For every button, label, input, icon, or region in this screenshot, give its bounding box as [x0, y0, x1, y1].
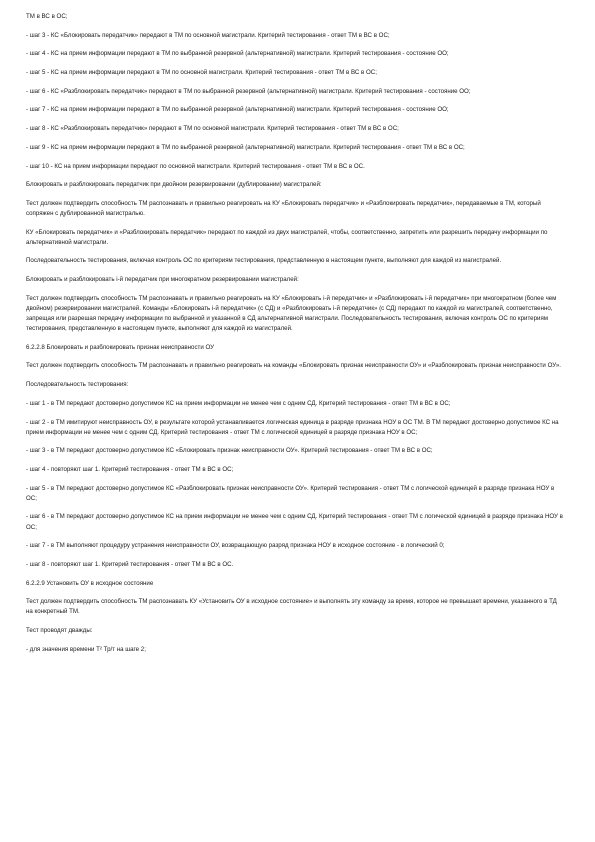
test-step-paragraph: - шаг 5 - КС на прием информации передают в ТМ по основной магистрали. Критерий тестирования - ответ ТМ в ВС в ОС; [26, 69, 377, 77]
list-item: - для значения времени Т² Тр/т на шаге 2; [26, 645, 146, 653]
test-step-paragraph: - шаг 2 - в ТМ имитируют неисправность ОУ, в результате которой устанавливается логическая единица в разряде признака НОУ в ОС ТМ. В ТМ передают достоверно допустимое КС на прием информации не менее чем с одним СД. Критерий тестирования - ответ ТМ с логической единицей в разряде признака НОУ в ОС; [26, 418, 559, 436]
test-step-paragraph: - шаг 4 - повторяют шаг 1. Критерий тестирования - ответ ТМ в ВС в ОС; [26, 466, 234, 473]
paragraph: Тест должен подтвердить способность ТМ распознавать КУ «Установить ОУ в исходное состояние» и выполнять эту команду за время, которое не превышает времени, указанного в ТД на конкретный ТМ. [26, 598, 557, 616]
test-step-paragraph: - шаг 4 - КС на прием информации передают в ТМ по выбранной резервной (альтернативной) магистрали. Критерий тестирования - состояние ОО; [26, 50, 449, 58]
test-step-paragraph: - шаг 8 - повторяют шаг 1. Критерий тестирования - ответ ТМ в ВС в ОС. [26, 560, 234, 568]
test-step-paragraph: - шаг 3 - КС «Блокировать передатчик» передают в ТМ по основной магистрали. Критерий тестирования - ответ ТМ в ВС в ОС; [26, 31, 390, 39]
subheading-paragraph: Блокировать и разблокировать передатчик при двойном резервировании (дублировании) магистралей: [26, 181, 322, 189]
test-step-paragraph: - шаг 6 - КС «Разблокировать передатчик» передают в ТМ по выбранной резервной (альтернативной) магистрали. Критерий тестирования - состояние ОО; [26, 87, 471, 95]
section-heading: 6.2.2.9 Установить ОУ в исходное состояние [26, 579, 154, 587]
test-step-paragraph: - шаг 6 - в ТМ передают достоверно допустимое КС на прием информации не менее чем с одним СД. Критерий тестирования - ответ ТМ с логической единицей в разряде признака НОУ в ОС; [26, 513, 563, 531]
test-step-paragraph: - шаг 9 - КС на прием информации передают в ТМ по выбранной резервной (альтернативной) магистрали. Критерий тестирования - ответ ТМ в ВС в ОС; [26, 143, 465, 151]
test-step-paragraph: - шаг 5 - в ТМ передают достоверно допустимое КС «Разблокировать признак неисправности ОУ». Критерий тестирования - ответ ТМ с логической единицей в разряде признака НОУ в ОС; [26, 484, 555, 502]
test-step-paragraph: - шаг 8 - КС «Разблокировать передатчик» передают в ТМ по основной магистрали. Критерий тестирования - ответ ТМ в ВС в ОС; [26, 125, 399, 133]
test-step-paragraph: - шаг 3 - в ТМ передают достоверно допустимое КС «Блокировать признак неисправности ОУ». Критерий тестирования - ответ ТМ в ВС в ОС; [26, 447, 433, 455]
paragraph: КУ «Блокировать передатчик» и «Разблокировать передатчик» передают по каждой из двух магистралей, чтобы, соответственно, запретить или разрешить передачу информации по альтернативной магистрали. [26, 228, 548, 246]
test-step-paragraph: - шаг 7 - в ТМ выполняют процедуру устранения неисправности ОУ, возвращающую разряд признака НОУ в исходное состояние - в логический 0; [26, 542, 445, 550]
test-step-paragraph: - шаг 10 - КС на прием информации передают по основной магистрали. Критерий тестирования - ответ ТМ в ВС в ОС. [26, 162, 365, 170]
test-step-paragraph: - шаг 1 - в ТМ передают достоверно допустимое КС на прием информации не менее чем с одним СД. Критерий тестирования - ответ ТМ в ВС в ОС; [26, 399, 451, 407]
paragraph: Тест должен подтвердить способность ТМ распознавать и правильно реагировать на КУ «Блокировать i-й передатчик» и «Разблокировать i-й передатчик» при многократном (более чем двойном) резервировании магистралей. Команды «Блокировать i-й передатчик» (с СД) и «Разблокировать i-й передатчик» (с СД) передают по каждой из магистралей, соответственно, запрещая или разрешая передачу информации по выбранной и указанной в СД альтернативной магистрали. Последовательность тестирования, включая контроль ОС по критериям тестирования, представленную в настоящем пункте, выполняют для каждой из магистралей. [26, 294, 557, 333]
paragraph: Тест должен подтвердить способность ТМ распознавать и правильно реагировать на КУ «Блокировать передатчик» и «Разблокировать передатчик», передаваемые в ТМ, который сопряжен с дублированной магистралью. [26, 199, 541, 217]
paragraph: Последовательность тестирования, включая контроль ОС по критериям тестирования, представленную в настоящем пункте, выполняют для каждой из магистралей. [26, 257, 502, 265]
section-heading: 6.2.2.8 Блокировать и разблокировать признак неисправности ОУ [26, 343, 215, 351]
paragraph: Тест должен подтвердить способность ТМ распознавать и правильно реагировать на команды «Блокировать признак неисправности ОУ» и «Разблокировать признак неисправности ОУ». [26, 362, 561, 370]
subheading-paragraph: Блокировать и разблокировать i-й передатчик при многократном резервировании магистралей: [26, 276, 299, 284]
subheading-paragraph: Последовательность тестирования: [26, 381, 129, 389]
paragraph: ТМ в ВС в ОС; [26, 13, 68, 20]
test-step-paragraph: - шаг 7 - КС на прием информации передают в ТМ по выбранной резервной (альтернативной) магистрали. Критерий тестирования - состояние ОО; [26, 106, 449, 114]
paragraph: Тест проводят дважды: [26, 627, 93, 635]
